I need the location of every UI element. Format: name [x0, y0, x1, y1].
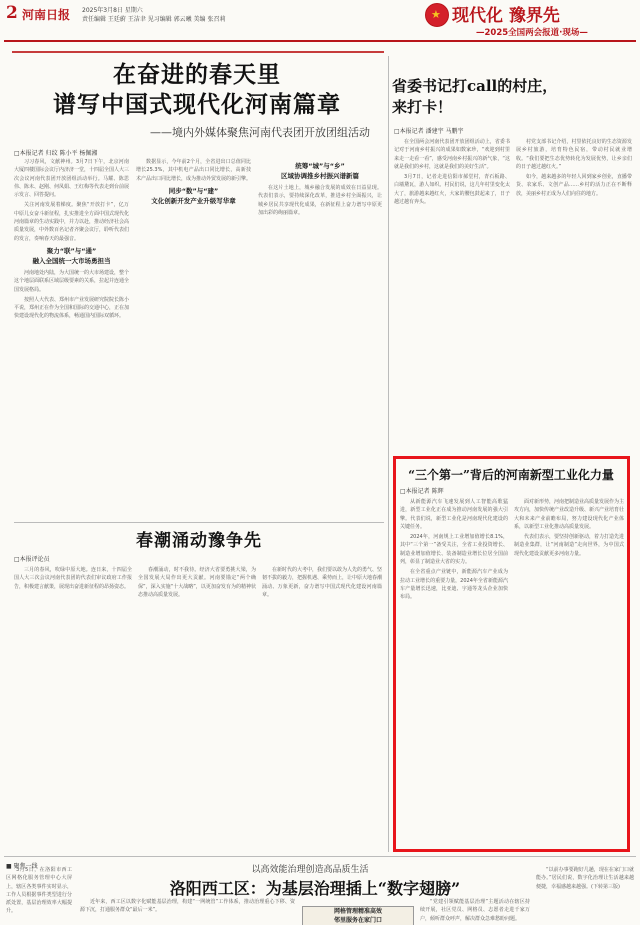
commentary-column-3: [262, 566, 382, 848]
village-byline: □本报记者 潘建宇 马鹏宇: [394, 128, 464, 135]
commentary-column-1: [14, 566, 132, 848]
lead-byline: □本报记者 归纹 陈小平 杨佩湘: [14, 150, 98, 157]
lead-column-1: [14, 158, 129, 518]
lead-paragraph: 河南地处内陆，为大国统一的大市场建设，整个这个地层面联系区域层级要素的关系，拉起并连通全国发展格局。: [14, 269, 129, 293]
lead-paragraph: 数据显示，今年前2个月，全省进出口总值同比增长25.3%，其中机电产品出口同比增长，高新技术产品出口同比增长，成为推动外贸发展的新引擎。: [136, 159, 251, 182]
lead-paragraph: 按照人大代表、郑州市产业发展研究院院长陈小平说，郑州正在作为全国和国际的交通中心，正在加快建设现代化的物流体系，畅通国内国际双循环。: [14, 296, 129, 320]
industry-paragraph: 代表们表示，要坚持创新驱动，着力打造先进制造业集群，让“河南制造”走向世界，为中国式现代化建设贡献更多河南力量。: [514, 534, 624, 557]
section-divider: [14, 522, 384, 523]
village-column-2: [516, 138, 632, 448]
village-paragraph: 如今，越来越多的年轻人回到家乡创业，直播带货、农家乐、文创产品……乡村的活力正在不断释放，美丽乡村正成为人们向往的地方。: [516, 174, 632, 197]
commentary-paragraph: 三月的春风，吹绿中原大地。连日来，十四届全国人大三次会议河南代表团的代表们审议政府工作报告，积极建言献策，展现出奋进新征程的昂扬姿态。: [14, 567, 132, 590]
xigong-paragraph: “以前办事要跑好几趟，现在在家门口就能办。”居民们说，数字化治理让生活越来越便捷，幸福感越来越强。(下转第三版): [536, 867, 634, 890]
lead-paragraph: 关注河南发展着梯度。聚焦“开放打卡”，亿万中原儿女奋斗新征程，扎实推进全方面中国式现代化河南篇章的生动实践中，并力以赴，推动经济社会高质量发展，中外数百名记者齐聚会议厅，聆听代表们的发言，奏响春天的最强音。: [14, 202, 129, 242]
lead-column-2: [136, 158, 251, 518]
date-line: 2025年3月8日 星期六: [82, 7, 143, 14]
lead-subtitle: ——境内外媒体聚焦河南代表团开放团组活动: [150, 126, 370, 139]
xigong-column-2: [80, 898, 295, 925]
masthead-rule: [4, 40, 636, 42]
commentary-paragraph: 在新时代的大考中，我们要以敢为人先的勇气、坚韧不拔的毅力，把握机遇、乘势而上，让中原大地春潮涌动、万象更新，奋力谱写中国式现代化建设河南篇章。: [262, 567, 382, 598]
lead-column-3: [258, 158, 382, 518]
section-tag: ■ 聚焦一线: [6, 863, 38, 870]
industry-paragraph: 从新能源汽车飞速发展到人工智能高歌猛进，新型工业化正在成为推动河南发展的强大引擎。代表们说，新型工业化是河南现代化建设的关键任务。: [400, 499, 508, 530]
lead-paragraph: 习习春风，文献神州。3月7日下午，北京河南大厦四楼国际会议厅内济济一堂，十四届全国人大三次会议河南代表团开放团组活动举行。马耀、陈思伟、陈未、赵刚、何凤娟、王红梅等代表走到台前展示发言、回答提问。: [14, 159, 129, 199]
lead-kicker-rule: [12, 48, 384, 56]
xigong-column-4: [536, 866, 634, 925]
xigong-paragraph: 近年来，西工区以数字化赋能基层治理，构建“一网统管”工作体系，推动治理重心下移、资源下沉，打通服务群众“最后一米”。: [80, 899, 295, 914]
xigong-subhead-line-2: 邻里服务在家门口: [333, 917, 382, 924]
xigong-subhead-line-1: 网格管理精准高效: [333, 908, 382, 915]
lead-subhead-3: 统筹“城”与“乡” 区域协调推乡村振兴谱新篇: [281, 162, 359, 180]
lead-subhead-1: 聚力“联”与“通” 融入全国统一大市场勇担当: [32, 246, 111, 265]
industry-paragraph: 在全省重点产业链中，新能源汽车产业成为拉动工业增长的重要力量，2024年全省新能源汽车产量增长迅速，比亚迪、宇通等龙头企业加快布局。: [400, 569, 508, 601]
village-column-1: [394, 138, 510, 448]
column-divider: [388, 56, 389, 852]
village-paragraph: 3月7日，记者走进信阳市郝堂村，青石板路、白墙黛瓦，游人如织。村民们说，这几年村里变化太大了，旅游越来越红火，大家的腰包鼓起来了，日子越过越有奔头。: [394, 174, 510, 206]
emblem-icon: ★: [425, 3, 449, 27]
xigong-paragraph: “党建引领赋能基层治理”主题活动在辖区持续开展，社区党员、网格员、志愿者走进千家万户，倾听群众呼声，解决群众急难愁盼问题。: [420, 899, 530, 922]
xigong-headline: 洛阳西工区：为基层治理插上“数字翅膀”: [169, 879, 461, 898]
village-paragraph: 在全国两会河南代表团开放团组活动上，省委书记对于河南乡村振兴的成果如数家珍，“欢迎到村里来走一走看一看”，感受河南乡村振兴的新气象，“这就是我们的乡村，这就是我们的美好生活”。: [394, 139, 510, 170]
lead-headline: 在奋进的春天里 谱写中国式现代化河南篇章: [53, 61, 341, 118]
xigong-kicker: 以高效能治理创造高品质生活: [251, 865, 369, 875]
commentary-paragraph: 春潮涌动，时不我待。经济大省要勇挑大梁，为全国发展大局作出更大贡献。河南要锚定“两个确保”，深入实施“十大战略”，以更加奋发有为的精神状态推动高质量发展。: [138, 567, 256, 598]
commentary-headline: 春潮涌动豫争先: [136, 531, 262, 551]
industry-paragraph: 2024年，河南规上工业增加值增长8.1%，其中“三个第一”备受关注，全省工业投资增长、制造业增加值增长、装备制造业增长位居全国前列，彰显了制造业大省的实力。: [400, 534, 508, 566]
masthead: [0, 0, 640, 50]
column-slogan-sub: —2025全国两会报道·现场—: [476, 28, 588, 38]
industry-headline: “三个第一”背后的河南新型工业化力量: [408, 468, 614, 482]
column-slogan: 现代化 豫界先: [452, 6, 560, 26]
lead-paragraph: 在这片土地上，城乡融合发展的成效在日益显现。代表们表示，要持续深化改革，推进乡村全面振兴，让城乡居民共享现代化成果，在新征程上奋力谱写中原更加出彩的绚丽篇章。: [258, 185, 382, 216]
industry-column-1: [400, 498, 508, 844]
village-paragraph: 村党支部书记介绍，村里依托良好的生态资源发展乡村旅游，培育特色民宿，带动村民就业增收。“我们要把生态优势转化为发展优势，让乡亲们的日子越过越红火。”: [516, 139, 632, 170]
industry-column-2: [514, 498, 624, 844]
editor-line: 责任编辑 王廷蔚 王洁聿 见习编辑 郭云曦 美编 张召莉: [82, 16, 226, 23]
xigong-column-3: [420, 898, 530, 925]
xigong-subhead-box: [302, 906, 414, 925]
industry-paragraph: 面对新形势，河南把制造业高质量发展作为主攻方向，加快传统产业改造升级、新兴产业培育壮大和未来产业前瞻布局，努力建设现代化产业体系，以新型工业化推动高质量发展。: [514, 499, 624, 530]
bottom-section-rule: [4, 856, 636, 857]
commentary-column-2: [138, 566, 256, 848]
commentary-byline: □本报评论员: [14, 556, 50, 563]
village-headline: 省委书记打call的村庄， 来打卡！: [392, 77, 558, 116]
xigong-paragraph: 3月5日，在洛阳市西工区网格化服务管理中心大屏上，辖区各类事件实时显示，工作人员根据事件类型进行分派处置，基层治理效率大幅提升。: [6, 867, 72, 915]
paper-name: 河南日报: [22, 8, 71, 22]
xigong-column-1: [6, 866, 72, 925]
industry-byline: □本报记者 陈辉: [400, 488, 444, 495]
page-number: 2: [6, 3, 18, 23]
lead-subhead-2: 同步“数”与“建” 文化创新开发产业升级写华章: [151, 186, 236, 205]
